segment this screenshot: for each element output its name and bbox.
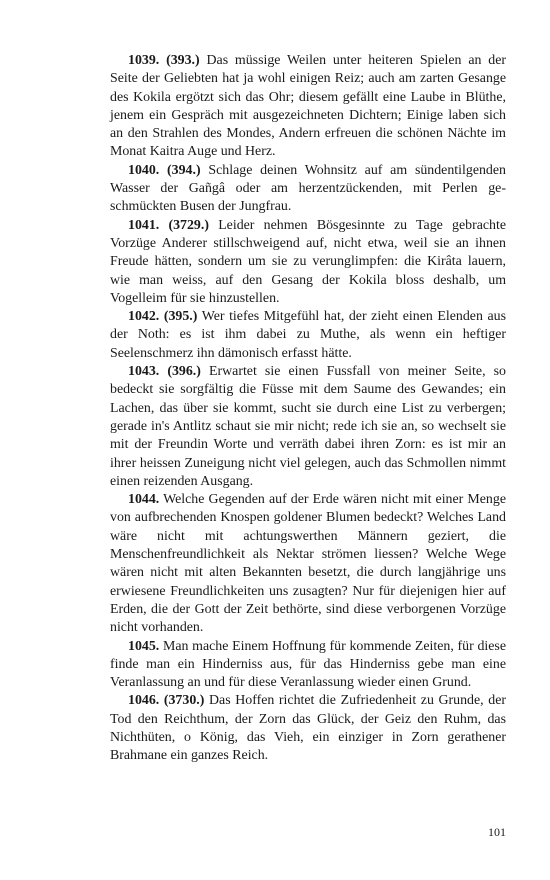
entry-number: 1040. (394.) [128, 162, 201, 178]
entry-number: 1046. (3730.) [128, 693, 205, 709]
entry-number: 1044. [128, 492, 160, 508]
page-number: 101 [488, 825, 506, 839]
entry-number: 1039. (393.) [128, 53, 200, 68]
entry-text: Man mache Einem Hoffnung für kommende Zeiten, für diese finde man ein Hinderniss aus, für das Hinderniss gebe man eine Veranlassung an und für diese Veranlassung wieder einen Grund. [110, 638, 506, 691]
entry-1044 [110, 491, 506, 637]
entry-number: 1042. (395.) [128, 309, 198, 325]
entry-text: Das Hoffen richtet die Zufriedenheit zu Grunde, der Tod den Reichthum, der Zorn das Glück, der Geiz den Ruhm, das Nichthüten, o König, das Vieh, ein einziger in Zorn gerathener Brahmane ein ganzes Reich. [110, 693, 506, 764]
entry-text: Schlage deinen Wohnsitz auf am sündentilgenden Wasser der Gañgâ oder am herzentzückenden, mit Perlen geschmückten Busen der Jungfrau. [110, 162, 506, 215]
entry-number: 1043. (396.) [128, 364, 201, 380]
entry-1045 [110, 638, 506, 693]
entry-1042 [110, 308, 506, 363]
entry-1040 [110, 162, 506, 217]
entry-number: 1045. [128, 638, 160, 654]
entry-text: Welche Gegenden auf der Erde wären nicht mit einer Menge von aufbrechenden Knospen goldener Blumen bedeckt? Welches Land wäre nicht mit achtungswerthen Männern geziert, die Menschenfreundlichkeit als Nektar strömen liessen? Welche Wege wären nicht mit alten Bekannten besetzt, die durch langjährige uns erwiesene Freundlichkeiten uns zusagten? Nur für diejenigen hier auf Erden, die der Gott der Zeit bethörte, sind diese verborgenen Vorzüge nicht vorhanden. [110, 492, 506, 636]
entry-text: Wer tiefes Mitgefühl hat, der zieht einen Elenden aus der Noth: es ist ihm dabei zu Muthe, als wenn ein heftiger Seelenschmerz ihn dämonisch erfasst hätte. [110, 309, 506, 361]
entry-number: 1041. (3729.) [128, 217, 209, 233]
entry-1046 [110, 692, 506, 765]
page-body [110, 52, 506, 766]
entry-1043 [110, 363, 506, 491]
entry-text: Leider nehmen Bösgesinnte zu Tage gebrachte Vorzüge Anderer stillschweigend auf, nicht etwa, weil sie an ihnen Freude hätten, sondern um sie zu verunglimpfen: die Kirâta lauern, wie man weiss, auf den Gesang der Kokila bloss deshalb, um Vogelleim für sie hinzustellen. [110, 217, 506, 306]
entry-1039 [110, 52, 506, 162]
entry-text: Erwartet sie einen Fussfall von meiner Seite, so bedeckt sie sorgfältig die Füsse mit dem Saume des Gewandes; ein Lachen, das über sie kommt, sucht sie durch eine List zu verbergen; gerade in's Antlitz schaut sie mir nicht; rede ich sie an, so wechselt sie mit der Freundin Worte und verräth dabei ihren Zorn: es ist mir an ihrer heissen Zuneigung nicht viel gelegen, auch das Schmollen nimmt einen reizenden Ausgang. [110, 364, 506, 489]
entry-text: Das müssige Weilen unter heiteren Spielen an der Seite der Geliebten hat ja wohl einigen Reiz; auch am zarten Gesange des Kokila ergötzt sich das Ohr; diesem gefällt eine Laube in Blüthe, jenem ein Gespräch mit ausgezeichneten Dichtern; Einige laben sich an den Strahlen des Mondes, Andern erfreuen die schönen Nächte im Monat Kaitra Auge und Herz. [110, 53, 506, 160]
entry-1041 [110, 217, 506, 308]
